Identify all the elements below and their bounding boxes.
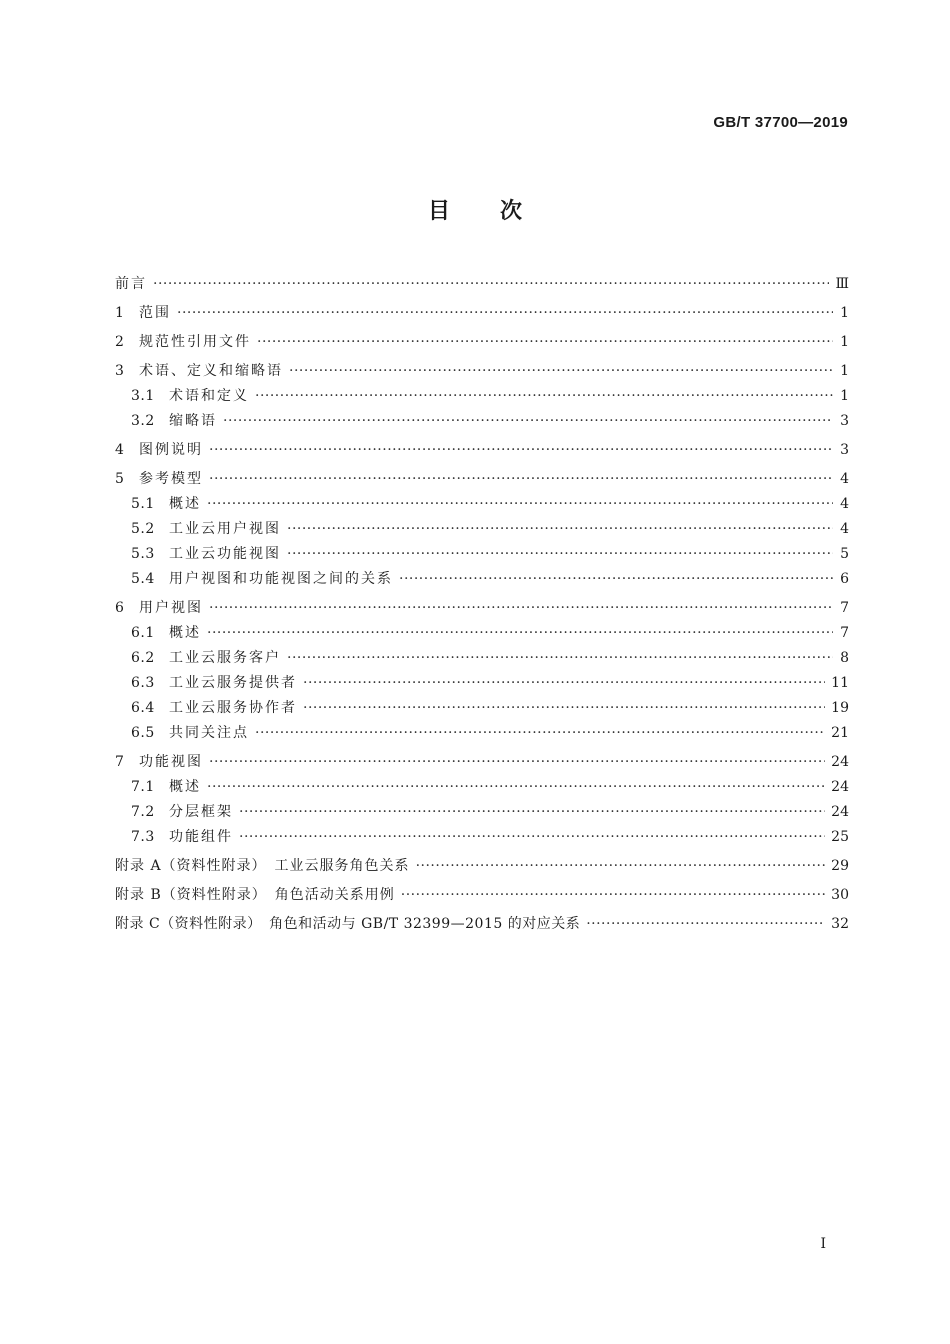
- toc-leader-dots: [207, 776, 825, 798]
- toc-entry-3[interactable]: [115, 360, 849, 382]
- toc-entry-page: 24: [831, 779, 849, 795]
- toc-leader-dots: [239, 826, 825, 848]
- toc-leader-dots: [209, 468, 833, 490]
- toc-entry-label: 附录 C（资料性附录） 角色和活动与 GB/T 32399—2015 的对应关系: [115, 916, 581, 932]
- toc-entry-label: 图例说明: [139, 442, 203, 458]
- toc-entry-number: 6.5: [131, 725, 155, 741]
- toc-entry-number: 3: [115, 363, 125, 379]
- toc-leader-dots: [223, 410, 833, 432]
- toc-entry-page: 30: [831, 887, 849, 903]
- toc-entry-appendix-b[interactable]: [115, 884, 849, 906]
- toc-entry-label: 工业云用户视图: [169, 521, 281, 537]
- toc-entry-label: 规范性引用文件: [139, 334, 251, 350]
- toc-entry-5[interactable]: [115, 468, 849, 490]
- toc-leader-dots: [289, 360, 833, 382]
- toc-entry-label: 前言: [115, 276, 147, 292]
- toc-entry-label: 范围: [139, 305, 171, 321]
- toc-entry-page: 24: [831, 754, 849, 770]
- toc-entry-page: 25: [831, 829, 849, 845]
- toc-leader-dots: [255, 722, 825, 744]
- toc-entry-6-4[interactable]: [115, 697, 849, 719]
- toc-entry-number: 6: [115, 600, 125, 616]
- toc-entry-number: 6.3: [131, 675, 155, 691]
- toc-entry-appendix-c[interactable]: [115, 913, 849, 935]
- toc-entry-3-1[interactable]: [115, 385, 849, 407]
- toc-entry-number: 5.4: [131, 571, 155, 587]
- toc-entry-page: 4: [840, 471, 849, 487]
- toc-entry-label: 工业云功能视图: [169, 546, 281, 562]
- toc-leader-dots: [287, 518, 833, 540]
- toc-entry-preface[interactable]: [115, 273, 849, 295]
- toc-entry-number: 3.1: [131, 388, 155, 404]
- toc-entry-5-2[interactable]: [115, 518, 849, 540]
- toc-entry-label: 术语和定义: [169, 388, 249, 404]
- toc-entry-label: 附录 B（资料性附录） 角色活动关系用例: [115, 887, 395, 903]
- toc-entry-label: 参考模型: [139, 471, 203, 487]
- toc-leader-dots: [209, 439, 833, 461]
- toc-entry-label: 概述: [169, 496, 201, 512]
- toc-entry-6-5[interactable]: [115, 722, 849, 744]
- toc-entry-number: 4: [115, 442, 125, 458]
- toc-entry-page: 3: [840, 413, 849, 429]
- toc-entry-5-4[interactable]: [115, 568, 849, 590]
- toc-entry-page: 5: [840, 546, 849, 562]
- toc-entry-label: 用户视图和功能视图之间的关系: [169, 571, 393, 587]
- toc-entry-6-3[interactable]: [115, 672, 849, 694]
- toc-entry-number: 7.1: [131, 779, 155, 795]
- toc-leader-dots: [399, 568, 833, 590]
- toc-leader-dots: [303, 697, 825, 719]
- toc-entry-label: 功能组件: [169, 829, 233, 845]
- toc-leader-dots: [209, 751, 825, 773]
- toc-entry-number: 5.3: [131, 546, 155, 562]
- toc-entry-number: 6.4: [131, 700, 155, 716]
- toc-entry-page: Ⅲ: [835, 276, 849, 292]
- toc-entry-7-3[interactable]: [115, 826, 849, 848]
- toc-entry-page: 3: [840, 442, 849, 458]
- toc-entry-label: 概述: [169, 779, 201, 795]
- toc-entry-page: 1: [840, 305, 849, 321]
- toc-entry-label: 分层框架: [169, 804, 233, 820]
- toc-entry-label: 工业云服务提供者: [169, 675, 297, 691]
- toc-entry-page: 1: [840, 363, 849, 379]
- toc-entry-number: 5.2: [131, 521, 155, 537]
- toc-entry-page: 1: [840, 388, 849, 404]
- toc-entry-6-2[interactable]: [115, 647, 849, 669]
- toc-leader-dots: [177, 302, 833, 324]
- toc-entry-3-2[interactable]: [115, 410, 849, 432]
- toc-entry-5-1[interactable]: [115, 493, 849, 515]
- toc-entry-number: 6.1: [131, 625, 155, 641]
- toc-entry-7-1[interactable]: [115, 776, 849, 798]
- toc-entry-page: 11: [831, 675, 849, 691]
- toc-entry-page: 1: [840, 334, 849, 350]
- toc-leader-dots: [239, 801, 825, 823]
- toc-leader-dots: [257, 331, 833, 353]
- toc-entry-label: 工业云服务协作者: [169, 700, 297, 716]
- toc-entry-label: 概述: [169, 625, 201, 641]
- toc-entry-number: 3.2: [131, 413, 155, 429]
- toc-entry-label: 术语、定义和缩略语: [139, 363, 283, 379]
- toc-entry-label: 附录 A（资料性附录） 工业云服务角色关系: [115, 858, 410, 874]
- toc-leader-dots: [303, 672, 825, 694]
- toc-entry-page: 21: [831, 725, 849, 741]
- toc-entry-number: 1: [115, 305, 125, 321]
- toc-entry-number: 7.2: [131, 804, 155, 820]
- toc-entry-label: 工业云服务客户: [169, 650, 281, 666]
- toc-entry-number: 2: [115, 334, 125, 350]
- toc-leader-dots: [586, 913, 825, 935]
- toc-leader-dots: [287, 543, 833, 565]
- toc-entry-2[interactable]: [115, 331, 849, 353]
- standard-code: GB/T 37700—2019: [713, 114, 848, 131]
- toc-entry-page: 24: [831, 804, 849, 820]
- toc-leader-dots: [401, 884, 825, 906]
- toc-leader-dots: [287, 647, 833, 669]
- toc-entry-number: 5: [115, 471, 125, 487]
- toc-entry-appendix-a[interactable]: [115, 855, 849, 877]
- toc-entry-page: 7: [840, 600, 849, 616]
- toc-entry-7[interactable]: [115, 751, 849, 773]
- toc-entry-6[interactable]: [115, 597, 849, 619]
- toc-leader-dots: [209, 597, 833, 619]
- toc-entry-6-1[interactable]: [115, 622, 849, 644]
- page-number: I: [820, 1236, 826, 1252]
- toc-entry-label: 功能视图: [139, 754, 203, 770]
- toc-entry-page: 19: [831, 700, 849, 716]
- toc-entry-page: 4: [840, 521, 849, 537]
- toc-entry-page: 7: [840, 625, 849, 641]
- toc-entry-7-2[interactable]: [115, 801, 849, 823]
- toc-leader-dots: [416, 855, 826, 877]
- toc-entry-1[interactable]: [115, 302, 849, 324]
- toc-leader-dots: [255, 385, 833, 407]
- toc-entry-page: 29: [831, 858, 849, 874]
- toc-entry-number: 7.3: [131, 829, 155, 845]
- toc-entry-label: 用户视图: [139, 600, 203, 616]
- toc-entry-label: 共同关注点: [169, 725, 249, 741]
- toc-leader-dots: [153, 273, 829, 295]
- toc-entry-4[interactable]: [115, 439, 849, 461]
- toc-leader-dots: [207, 493, 833, 515]
- toc-leader-dots: [207, 622, 833, 644]
- toc-entry-page: 8: [840, 650, 849, 666]
- toc-entry-number: 6.2: [131, 650, 155, 666]
- toc-entry-number: 5.1: [131, 496, 155, 512]
- toc-entry-page: 32: [831, 916, 849, 932]
- toc-entry-label: 缩略语: [169, 413, 217, 429]
- page-title: 目次: [427, 199, 572, 224]
- toc-entry-number: 7: [115, 754, 125, 770]
- toc-entry-page: 6: [840, 571, 849, 587]
- toc-entry-page: 4: [840, 496, 849, 512]
- toc-entry-5-3[interactable]: [115, 543, 849, 565]
